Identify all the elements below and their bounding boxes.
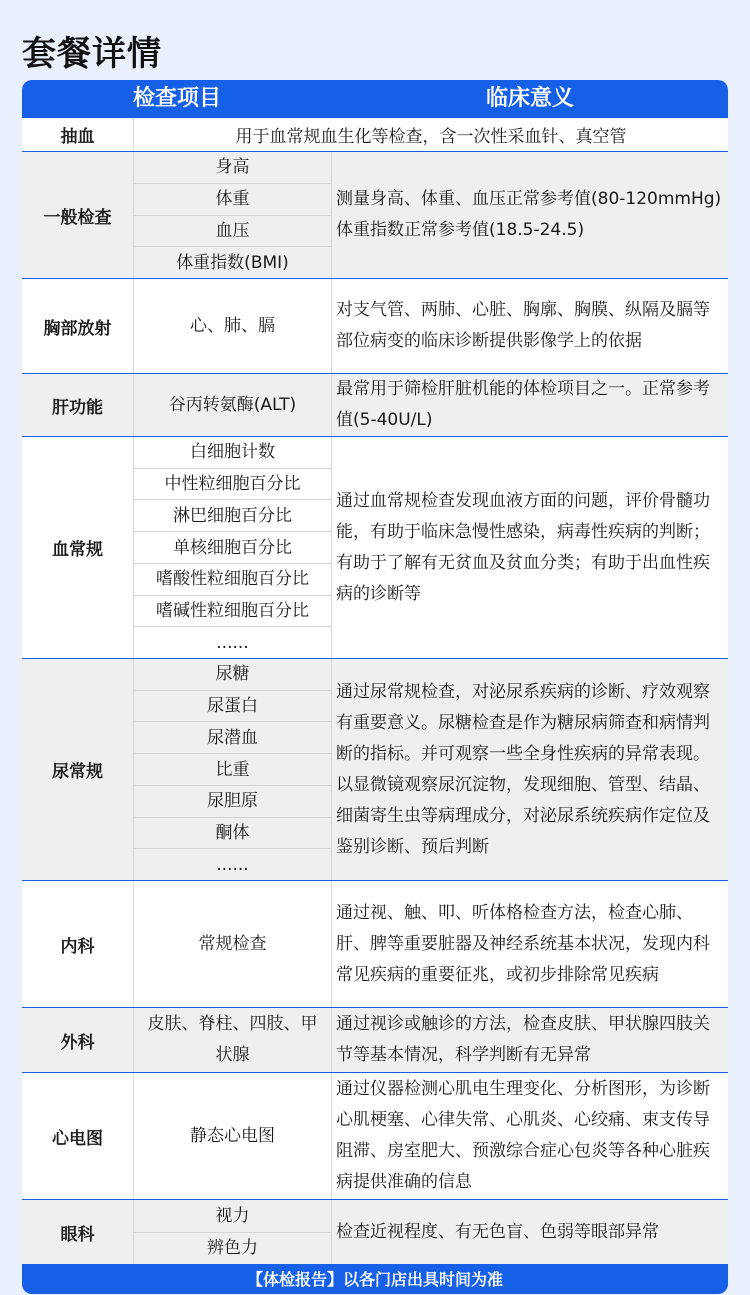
table-header: [22, 80, 728, 118]
item-cell: 嗜酸性粒细胞百分比: [134, 564, 331, 596]
table-row-ophthalmology: [22, 1200, 728, 1264]
item-cell: 皮肤、脊柱、四肢、甲状腺: [134, 1008, 332, 1072]
category-cell: 一般检查: [22, 152, 134, 278]
table-row-liver-function: [22, 374, 728, 436]
category-cell: 内科: [22, 881, 134, 1007]
item-cell: 淋巴细胞百分比: [134, 500, 331, 532]
table-row-chest-xray: [22, 279, 728, 373]
category-cell: 心电图: [22, 1073, 134, 1199]
item-cell: 单核细胞百分比: [134, 532, 331, 564]
category-cell: 抽血: [22, 118, 134, 151]
table-row-general-exam: [22, 152, 728, 278]
header-check-item: 检查项目: [132, 86, 221, 111]
item-cell: 白细胞计数: [134, 437, 331, 469]
meaning-cell: 对支气管、两肺、心脏、胸廓、胸膜、纵隔及膈等部位病变的临床诊断提供影像学上的依据: [336, 300, 710, 351]
meaning-cell: 测量身高、体重、血压正常参考值(80-120mmHg) 体重指数正常参考值(18.5-24.5): [336, 189, 722, 240]
package-detail-table: [22, 80, 728, 1294]
item-cell: 静态心电图: [134, 1073, 332, 1199]
table-row-internal-medicine: [22, 881, 728, 1007]
item-cell: 尿蛋白: [134, 691, 331, 723]
item-cell: 血压: [134, 216, 331, 248]
item-cell: 尿潜血: [134, 722, 331, 754]
meaning-cell: 通过尿常规检查，对泌尿系疾病的诊断、疗效观察有重要意义。尿糖检查是作为糖尿病筛查和病情判断的指标。并可观察一些全身性疾病的异常表现。以显微镜观察尿沉淀物，发现细胞、管型、结晶、细菌寄生虫等病理成分，对泌尿系统疾病作定位及鉴别诊断、预后判断: [336, 681, 710, 857]
category-cell: 肝功能: [22, 374, 134, 436]
item-list: [134, 152, 332, 278]
table-row-blood-draw: [22, 118, 728, 151]
meaning-cell: 通过视、触、叩、听体格检查方法，检查心肺、肝、脾等重要脏器及神经系统基本状况，发现内科常见疾病的重要征兆，或初步排除常见疾病: [336, 902, 710, 985]
item-cell: 尿糖: [134, 659, 331, 691]
item-cell: 身高: [134, 152, 331, 184]
item-cell: 比重: [134, 754, 331, 786]
item-cell: ......: [216, 632, 249, 653]
table-row-ecg: [22, 1073, 728, 1199]
item-list: [134, 1200, 332, 1264]
category-cell: 外科: [22, 1008, 134, 1072]
item-cell: 谷丙转氨酶(ALT): [134, 374, 332, 436]
header-clinical-meaning: 临床意义: [485, 86, 574, 111]
item-cell: 嗜碱性粒细胞百分比: [134, 596, 331, 628]
item-cell: 常规检查: [134, 881, 332, 1007]
item-cell: 体重指数(BMI): [176, 252, 289, 273]
report-time-note: 【体检报告】以各门店出具时间为准: [246, 1270, 503, 1289]
table-row-surgery: [22, 1008, 728, 1072]
item-list: [134, 437, 332, 658]
category-cell: 尿常规: [22, 659, 134, 880]
item-cell: 尿胆原: [134, 786, 331, 818]
meaning-cell: 通过仪器检测心肌电生理变化、分析图形，为诊断心肌梗塞、心律失常、心肌炎、心绞痛、束支传导阻滞、房室肥大、预激综合症心包炎等各种心脏疾病提供准确的信息: [336, 1079, 710, 1192]
item-cell: 视力: [134, 1200, 331, 1233]
item-cell: 心、肺、膈: [134, 279, 332, 373]
meaning-cell: 用于血常规血生化等检查，含一次性采血针、真空管: [235, 127, 627, 147]
meaning-cell: 最常用于筛检肝脏机能的体检项目之一。正常参考值(5-40U/L): [336, 379, 710, 430]
item-cell: 酮体: [134, 818, 331, 850]
meaning-cell: 通过血常规检查发现血液方面的问题，评价骨髓功能，有助于临床急慢性感染，病毒性疾病的判断；有助于了解有无贫血及贫血分类；有助于出血性疾病的诊断等: [336, 490, 710, 604]
item-cell: 辨色力: [207, 1238, 258, 1259]
item-list: [134, 659, 332, 880]
category-cell: 胸部放射: [22, 279, 134, 373]
item-cell: 中性粒细胞百分比: [134, 469, 331, 501]
item-cell: 体重: [134, 184, 331, 216]
table-row-urine-routine: [22, 659, 728, 880]
category-cell: 血常规: [22, 437, 134, 658]
item-cell: ......: [216, 854, 249, 875]
category-cell: 眼科: [22, 1200, 134, 1264]
meaning-cell: 检查近视程度、有无色盲、色弱等眼部异常: [336, 1221, 659, 1242]
meaning-cell: 通过视诊或触诊的方法，检查皮肤、甲状腺四肢关节等基本情况，科学判断有无异常: [336, 1014, 710, 1065]
page-title: 套餐详情: [22, 34, 162, 74]
table-row-blood-routine: [22, 437, 728, 658]
